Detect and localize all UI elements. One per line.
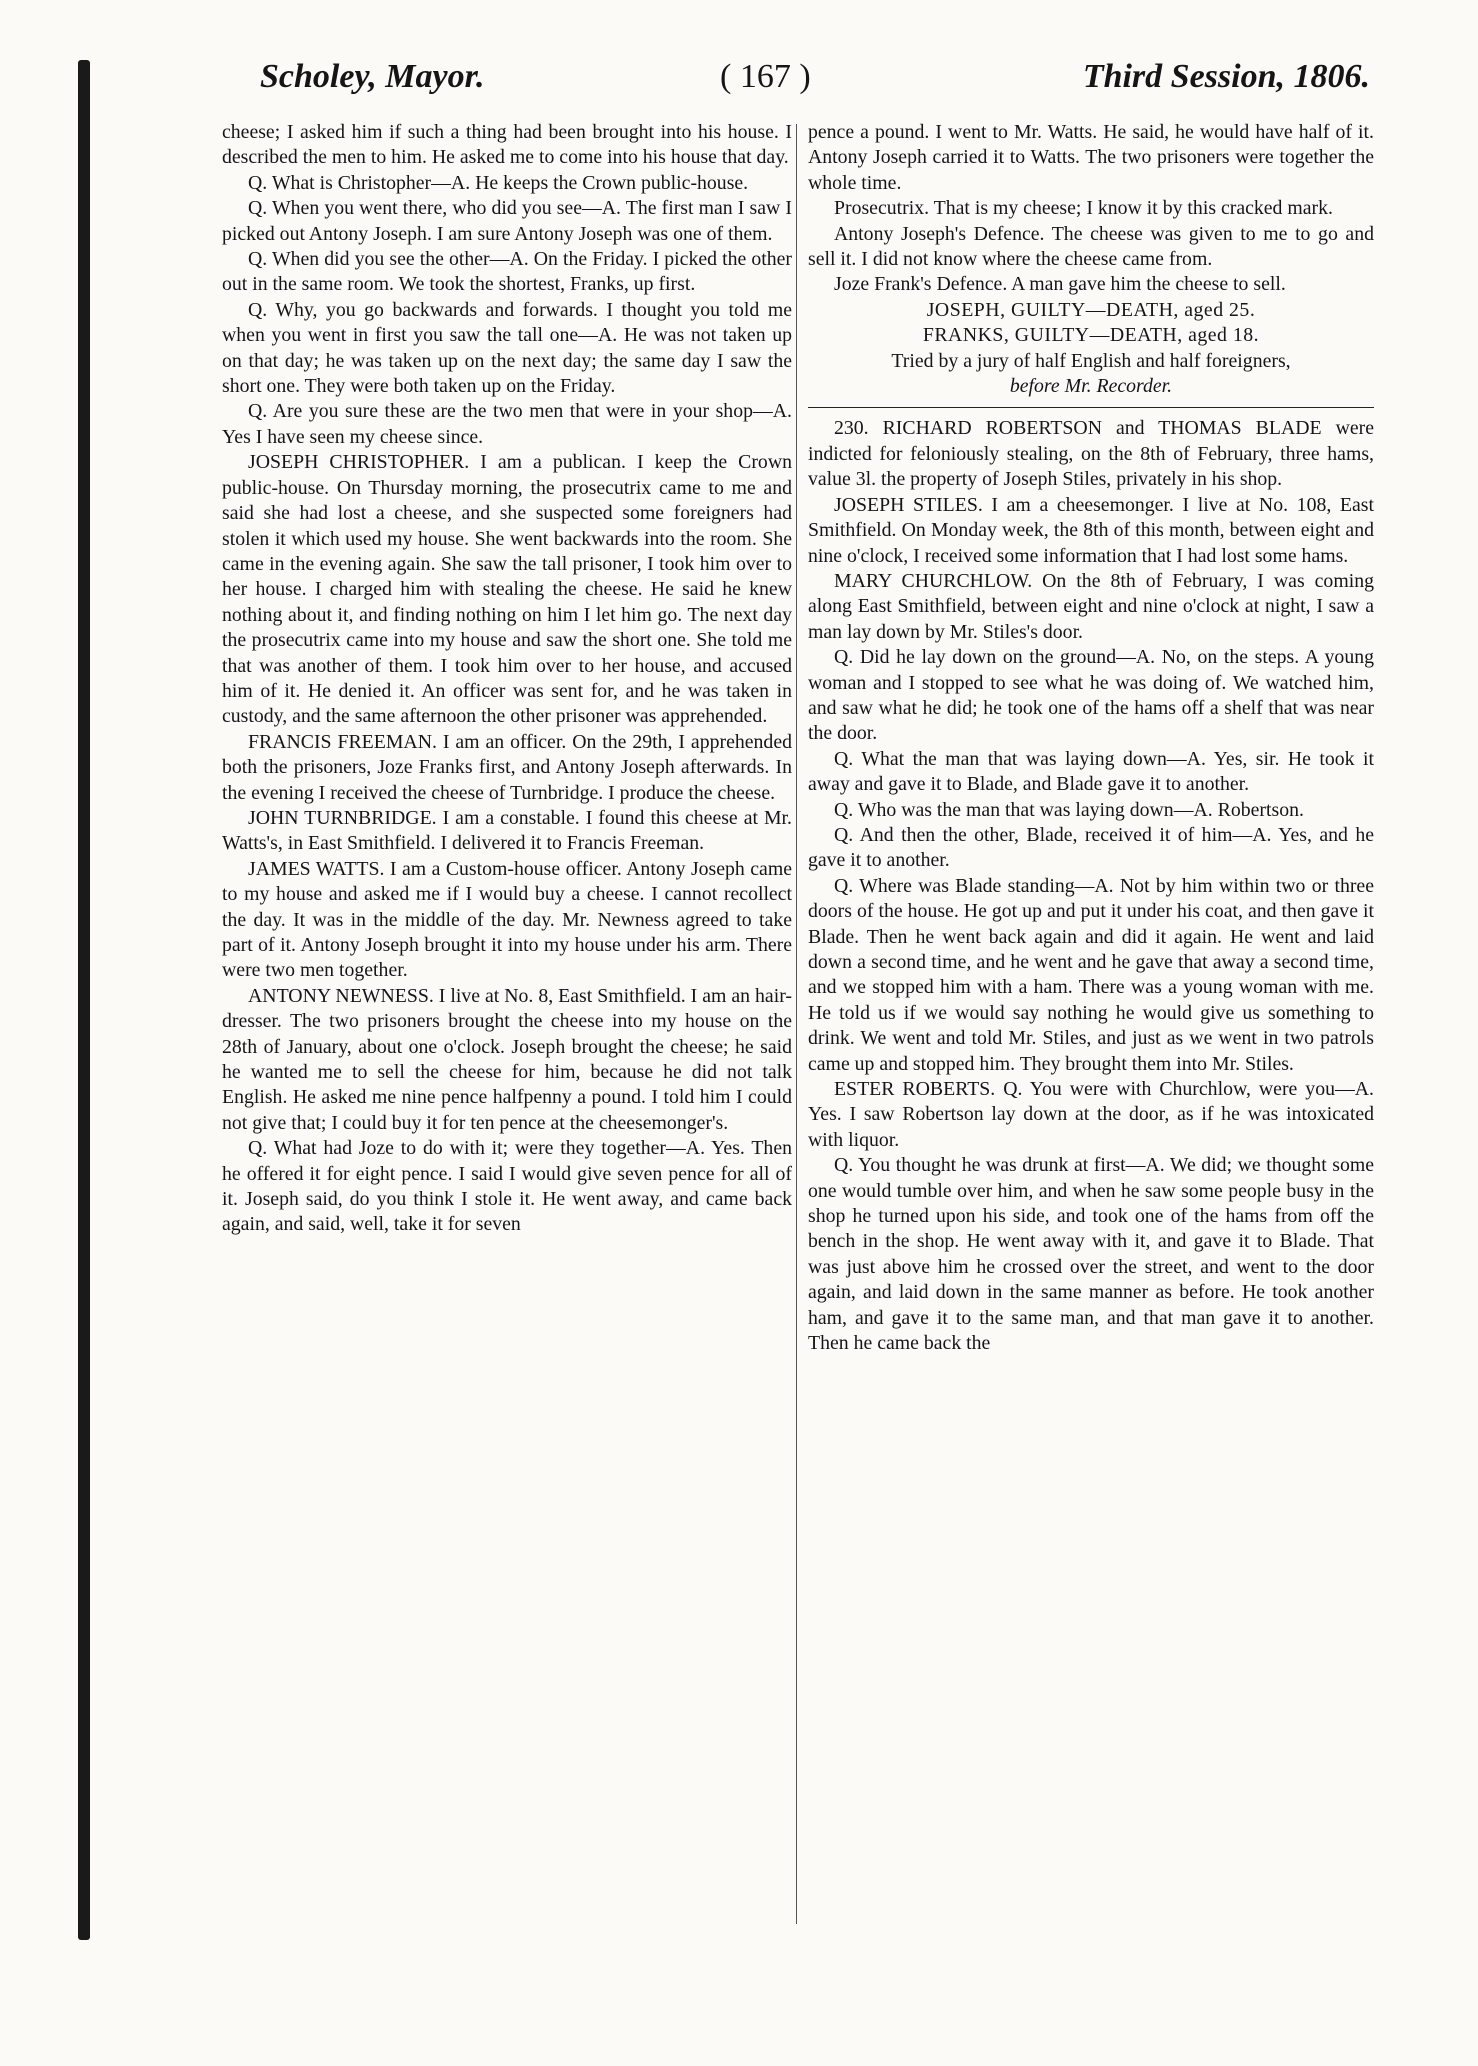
paragraph: cheese; I asked him if such a thing had been brought into his house. I described the men to him. He asked me to come into his house that day. [222,121,792,169]
paragraph: JOHN TURNBRIDGE. I am a constable. I found this cheese at Mr. Watts's, in East Smithfield. I delivered it to Francis Freeman. [222,806,792,855]
right-column [808,120,1374,1950]
paragraph: Antony Joseph's Defence. The cheese was given to me to go and sell it. I did not know where the cheese came from. [808,222,1374,271]
page-number: ( 167 ) [720,58,811,95]
paragraph: Q. What is Christopher—A. He keeps the Crown public-house. [248,171,749,194]
paragraph: Q. When you went there, who did you see—A. The first man I saw I picked out Antony Joseph. I am sure Antony Joseph was one of them. [222,197,792,245]
header-right: Third Session, 1806. [1082,58,1370,95]
paragraph: Q. Why, you go backwards and forwards. I thought you told me when you went in first you saw the tall one—A. He was not taken up on that day; he was taken up on the next day; the same day I saw the short one. They were both taken up on the Friday. [222,298,792,398]
paragraph: Q. What had Joze to do with it; were they together—A. Yes. Then he offered it for eight pence. I said I would give seven pence for all of it. Joseph said, do you think I stole it. He went away, and came back again, and said, well, take it for seven [222,1137,792,1236]
paragraph: pence a pound. I went to Mr. Watts. He said, he would have half of it. Antony Joseph carried it to Watts. The two prisoners were together the whole time. [808,121,1374,194]
paragraph: Joze Frank's Defence. A man gave him the cheese to sell. [834,273,1286,296]
right-column-part-b [808,416,1374,1356]
paragraph: Q. Did he lay down on the ground—A. No, on the steps. A young woman and I stopped to see what he was doing of. We watched him, and saw what he did; he took one of the hams off a shelf that was near the door. [808,646,1374,745]
paragraph: Q. Who was the man that was laying down—A. Robertson. [834,798,1304,821]
paragraph: ESTER ROBERTS. Q. You were with Churchlow, were you—A. Yes. I saw Robertson lay down at the door, as if he was intoxicated with liquor. [808,1078,1374,1151]
paragraph: Q. What the man that was laying down—A. Yes, sir. He took it away and gave it to Blade, and Blade gave it to another. [808,747,1374,796]
verdict-franks: FRANKS, GUILTY—DEATH, aged 18. [922,324,1260,347]
left-column [222,120,792,1950]
paragraph: Q. And then the other, Blade, received it of him—A. Yes, and he gave it to another. [808,823,1374,872]
jury-line: Tried by a jury of half English and half foreigners, [891,349,1291,372]
paragraph: JOSEPH STILES. I am a cheesemonger. I live at No. 108, East Smithfield. On Monday week, the 8th of this month, between eight and nine o'clock, I received some information that I had lost some hams. [808,493,1374,567]
paragraph: 230. RICHARD ROBERTSON and THOMAS BLADE were indicted for feloniously stealing, on the 8th of February, three hams, value 3l. the property of Joseph Stiles, privately in his shop. [808,417,1374,491]
paragraph: Q. Where was Blade standing—A. Not by him within two or three doors of the house. He got up and put it under his coat, and then gave it Blade. Then he went back again and did it again. He went and laid down a second time, and he went and he gave that away a second time, and we stopped him with a ham. There was a young woman with me. He told us if we would say nothing he would give us something to drink. We went and told Mr. Stiles, and just as we went in two patrols came up and stopped him. They brought them into Mr. Stiles. [808,874,1374,1075]
paragraph: Q. Are you sure these are the two men that were in your shop—A. Yes I have seen my cheese since. [222,400,792,448]
paragraph: Prosecutrix. That is my cheese; I know it by this cracked mark. [834,197,1333,220]
header-left: Scholey, Mayor. [260,58,485,95]
section-rule [808,407,1374,408]
paragraph: Q. You thought he was drunk at first—A. We did; we thought some one would tumble over him, and when he saw some people busy in the shop he turned upon his side, and took one of the hams from off the bench in the shop. He went away with it, and gave it to Blade. That was just above him he crossed over the street, and went to the door again, and laid down in the same manner as before. He took another ham, and gave it to the same man, and that man gave it to another. Then he came back the [808,1154,1374,1355]
running-header [260,58,1370,108]
paragraph: FRANCIS FREEMAN. I am an officer. On the 29th, I apprehended both the prisoners, Joze Franks first, and Antony Joseph afterwards. In the evening I received the cheese of Turnbridge. I produce the cheese. [222,730,792,804]
column-divider [796,124,797,1924]
jury-sub-line: before Mr. Recorder. [1009,375,1173,398]
paragraph: Q. When did you see the other—A. On the Friday. I picked the other out in the same room. We took the shortest, Franks, up first. [222,248,792,296]
verdict-joseph: JOSEPH, GUILTY—DEATH, aged 25. [926,298,1256,321]
paragraph: JOSEPH CHRISTOPHER. I am a publican. I keep the Crown public-house. On Thursday morning, the prosecutrix came to me and said she had lost a cheese, and she suspected some foreigners had stolen it which used my house. She went backwards into the room. She came in the evening again. She saw the tall prisoner, I took him over to her house. I charged him with stealing the cheese. He said he knew nothing about it, and finding nothing on him I let him go. The next day the prosecutrix came into my house and saw the short one. She told me that was another of them. I took him over to her house, and accused him of it. He denied it. An officer was sent for, and he was taken in custody, and the same afternoon the other prisoner was apprehended. [222,451,792,728]
page-spine-shadow [78,60,90,1940]
paragraph: JAMES WATTS. I am a Custom-house officer. Antony Joseph came to my house and asked me if I would buy a cheese. I cannot recollect the day. It was in the middle of the day. Mr. Newness agreed to take part of it. Antony Joseph brought it into my house under his arm. There were two men together. [222,857,792,982]
paragraph: MARY CHURCHLOW. On the 8th of February, I was coming along East Smithfield, between eight and nine o'clock at night, I saw a man lay down by Mr. Stiles's door. [808,569,1374,643]
paragraph: ANTONY NEWNESS. I live at No. 8, East Smithfield. I am an hair-dresser. The two prisoners brought the cheese into my house on the 28th of January, about one o'clock. Joseph brought the cheese; he said he wanted me to sell the cheese for him, because he did not talk English. He asked me nine pence halfpenny a pound. I told him I could not give that; I could buy it for ten pence at the cheesemonger's. [222,984,792,1134]
right-column-part-a [808,120,1374,298]
